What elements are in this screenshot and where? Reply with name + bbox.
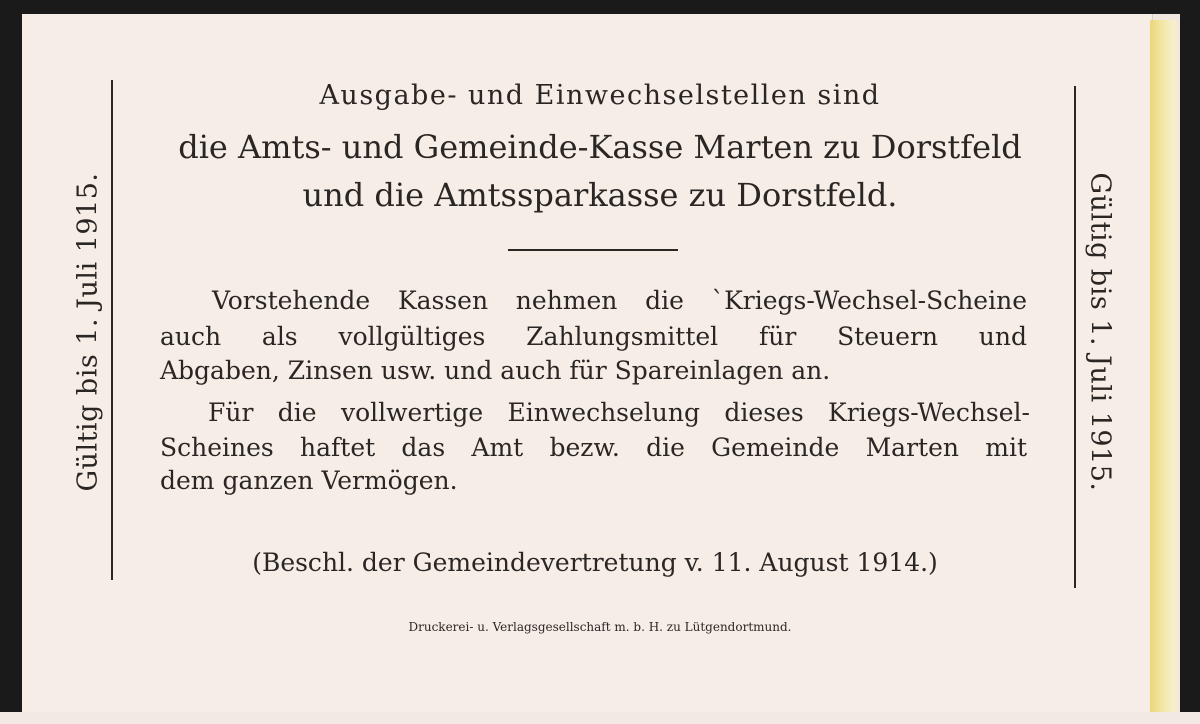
left-validity-text: Gültig bis 1. Juli 1915. (72, 172, 104, 492)
body-line: Scheines haftet das Amt bezw. die Gemeinde Marten mit (160, 433, 1027, 462)
divider-rule (508, 249, 678, 251)
paper-bottom-edge (0, 712, 1200, 724)
body-line: dem ganzen Vermögen. (160, 466, 458, 495)
right-border-line (1074, 86, 1076, 588)
paper-edge-strip (1150, 20, 1180, 720)
heading-line-2: die Amts- und Gemeinde-Kasse Marten zu Dorstfeld (178, 128, 1022, 166)
body-line: Für die vollwertige Einwechselung dieses Kriegs-Wechsel- (208, 398, 1030, 427)
resolution-note: (Beschl. der Gemeindevertretung v. 11. August 1914.) (252, 548, 938, 577)
left-border-line (111, 80, 113, 580)
body-line: auch als vollgültiges Zahlungsmittel für Steuern und (160, 322, 1027, 351)
heading-line-3: und die Amtssparkasse zu Dorstfeld. (302, 176, 898, 214)
printer-imprint: Druckerei- u. Verlagsgesellschaft m. b. H. zu Lütgendortmund. (408, 620, 792, 634)
body-line: Vorstehende Kassen nehmen die `Kriegs-Wechsel-Scheine (212, 286, 1027, 315)
heading-line-1: Ausgabe- und Einwechselstellen sind (319, 80, 881, 111)
right-validity-text: Gültig bis 1. Juli 1915. (1084, 172, 1116, 492)
body-line: Abgaben, Zinsen usw. und auch für Spareinlagen an. (160, 356, 831, 385)
